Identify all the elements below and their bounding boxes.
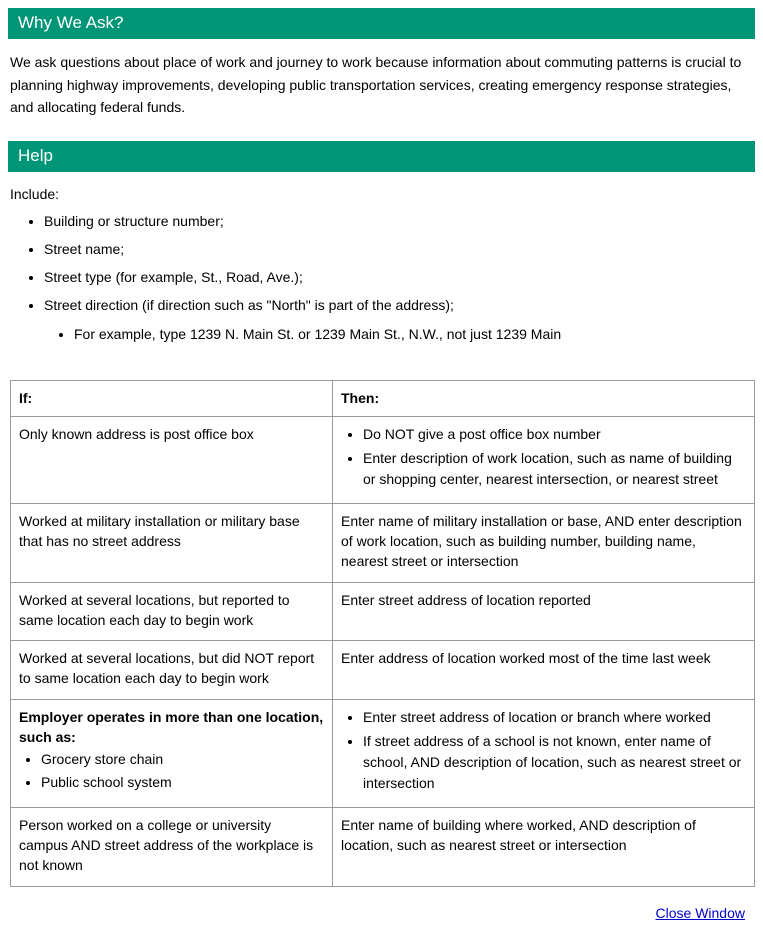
list-item: • Street name; <box>44 240 755 259</box>
include-example-list <box>44 325 755 344</box>
cell-if-list <box>19 749 324 793</box>
cell-if: Worked at several locations, but reported to same location each day to begin work <box>11 582 333 641</box>
footer <box>8 887 755 931</box>
list-item: • If street address of a school is not known, enter name of school, AND description of location, such as nearest street or intersection <box>363 731 746 794</box>
list-item: • Do NOT give a post office box number <box>363 424 746 445</box>
list-item: • Street type (for example, St., Road, Ave.); <box>44 268 755 287</box>
spacer <box>8 352 755 380</box>
cell-then: Enter name of building where worked, AND description of location, such as nearest street or intersection <box>333 807 755 886</box>
cell-then: Enter name of military installation or base, AND enter description of work location, such as building number, building name, nearest street or intersection <box>333 503 755 582</box>
table-row <box>11 582 755 641</box>
list-item: • Public school system <box>41 772 324 793</box>
cell-if: Only known address is post office box <box>11 416 333 503</box>
cell-list <box>341 707 746 794</box>
cell-then: Enter address of location worked most of the time last week <box>333 641 755 700</box>
column-header-then: Then: <box>333 381 755 416</box>
why-we-ask-paragraph: We ask questions about place of work and journey to work because information about commuting patterns is crucial to planning highway improvements, developing public transportation services, creating emergency response strategies, and allocating federal funds. <box>10 54 742 116</box>
include-list <box>8 212 755 343</box>
list-item: • For example, type 1239 N. Main St. or 1239 Main St., N.W., not just 1239 Main <box>74 325 755 344</box>
close-window-link[interactable]: Close Window <box>655 904 745 921</box>
list-item: • Enter description of work location, such as name of building or shopping center, nearest intersection, or nearest street <box>363 448 746 490</box>
cell-if: Person worked on a college or university campus AND street address of the workplace is not known <box>11 807 333 886</box>
table-row <box>11 699 755 807</box>
cell-if <box>11 699 333 807</box>
table-header-row <box>11 381 755 416</box>
table-row <box>11 416 755 503</box>
list-item-text: Street direction (if direction such as "North" is part of the address); <box>44 296 454 313</box>
cell-if: Worked at military installation or military base that has no street address <box>11 503 333 582</box>
table-row <box>11 807 755 886</box>
cell-list <box>341 424 746 490</box>
include-label: Include: <box>10 185 60 202</box>
list-item <box>44 296 755 344</box>
list-item: • Enter street address of location or branch where worked <box>363 707 746 728</box>
table-row <box>11 503 755 582</box>
help-heading: Help <box>8 141 755 172</box>
cell-then <box>333 416 755 503</box>
if-then-table <box>10 380 755 886</box>
table-row <box>11 641 755 700</box>
cell-if: Worked at several locations, but did NOT report to same location each day to begin work <box>11 641 333 700</box>
why-we-ask-heading: Why We Ask? <box>8 8 755 39</box>
cell-if-lead: Employer operates in more than one location, such as: <box>19 708 324 746</box>
column-header-if: If: <box>11 381 333 416</box>
cell-then <box>333 699 755 807</box>
list-item: • Grocery store chain <box>41 749 324 770</box>
list-item: • Building or structure number; <box>44 212 755 231</box>
cell-then: Enter street address of location reported <box>333 582 755 641</box>
